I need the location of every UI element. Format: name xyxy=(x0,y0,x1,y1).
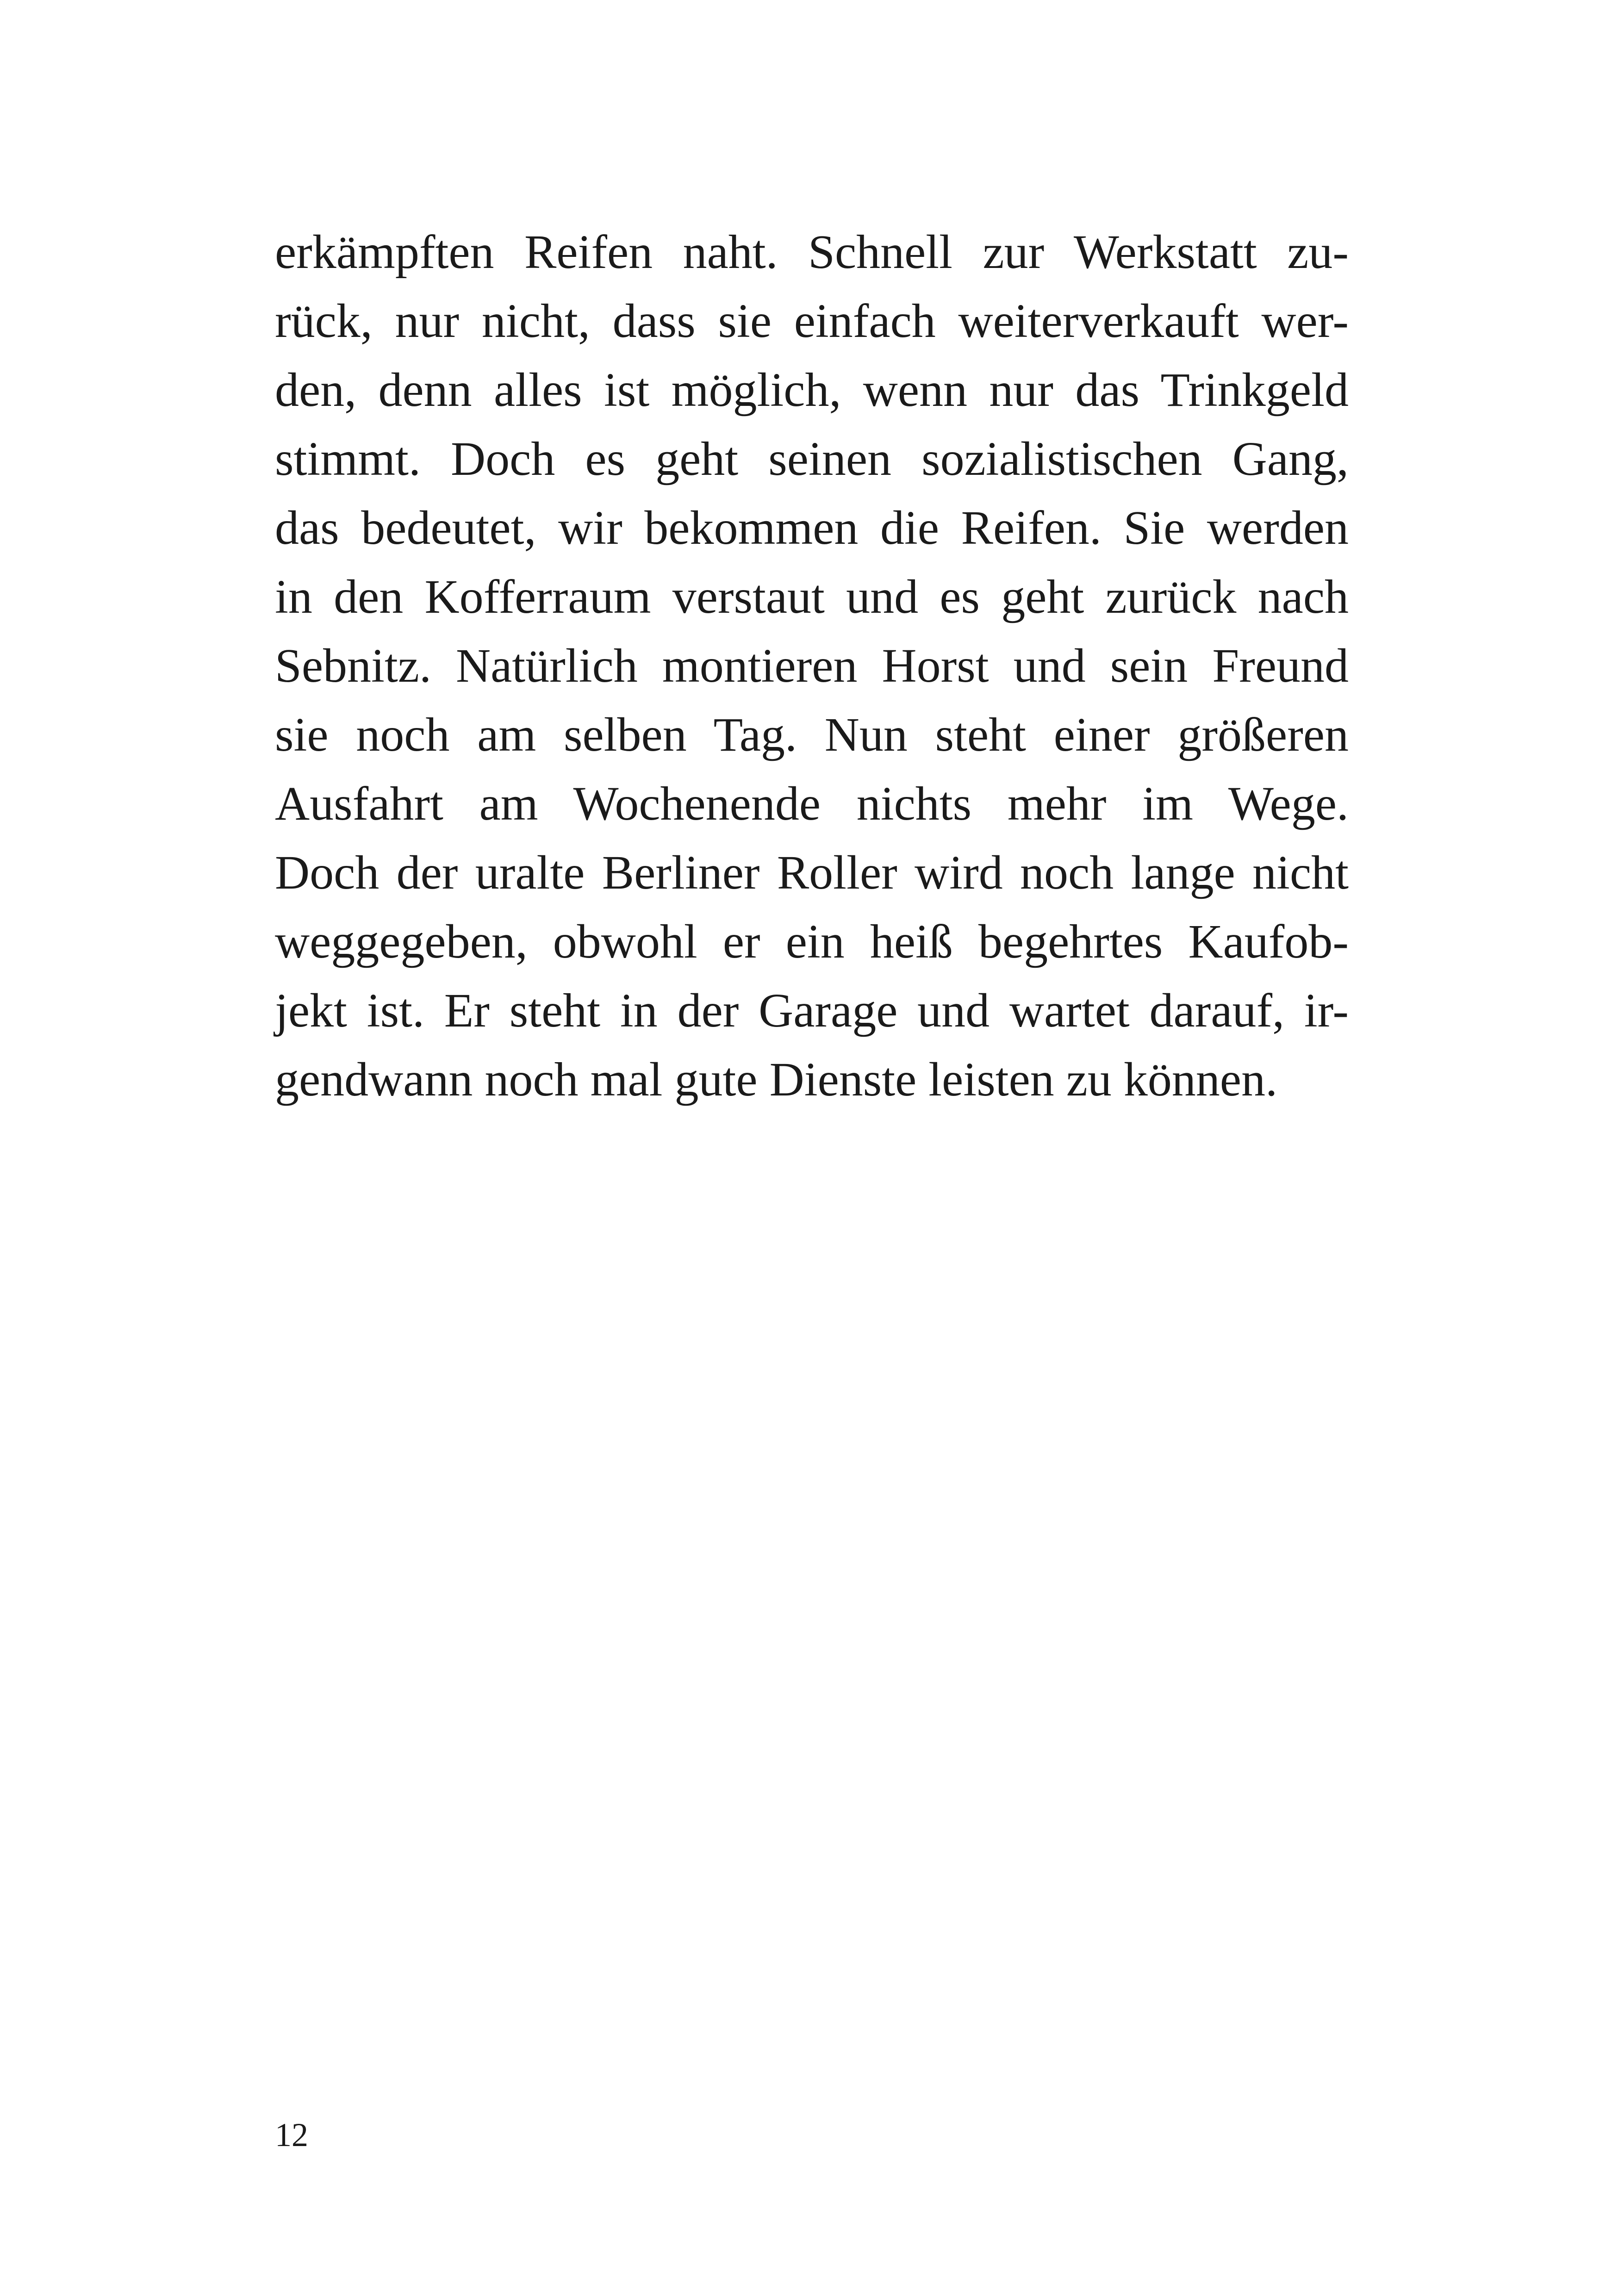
text-line: in den Kofferraum verstaut und es geht zurück nach xyxy=(275,570,1349,623)
text-line: rück, nur nicht, dass sie einfach weiterverkauft wer- xyxy=(275,294,1349,348)
text-line: Sebnitz. Natürlich montieren Horst und sein Freund xyxy=(275,639,1349,692)
text-line: den, denn alles ist möglich, wenn nur das Trinkgeld xyxy=(275,363,1349,417)
text-line: Doch der uralte Berliner Roller wird noch lange nicht xyxy=(275,846,1349,899)
text-line: das bedeutet, wir bekommen die Reifen. Sie werden xyxy=(275,501,1349,554)
text-line: sie noch am selben Tag. Nun steht einer größeren xyxy=(275,708,1349,761)
text-line: erkämpften Reifen naht. Schnell zur Werkstatt zu- xyxy=(275,225,1349,279)
text-line: stimmt. Doch es geht seinen sozialistischen Gang, xyxy=(275,432,1349,485)
text-line: Ausfahrt am Wochenende nichts mehr im Wege. xyxy=(275,777,1349,830)
body-text xyxy=(275,218,1349,1114)
text-line: jekt ist. Er steht in der Garage und wartet darauf, ir- xyxy=(275,984,1349,1037)
page-number: 12 xyxy=(275,2116,308,2153)
text-line: weggegeben, obwohl er ein heiß begehrtes Kaufob- xyxy=(275,915,1349,968)
text-line: gendwann noch mal gute Dienste leisten zu können. xyxy=(275,1053,1278,1106)
